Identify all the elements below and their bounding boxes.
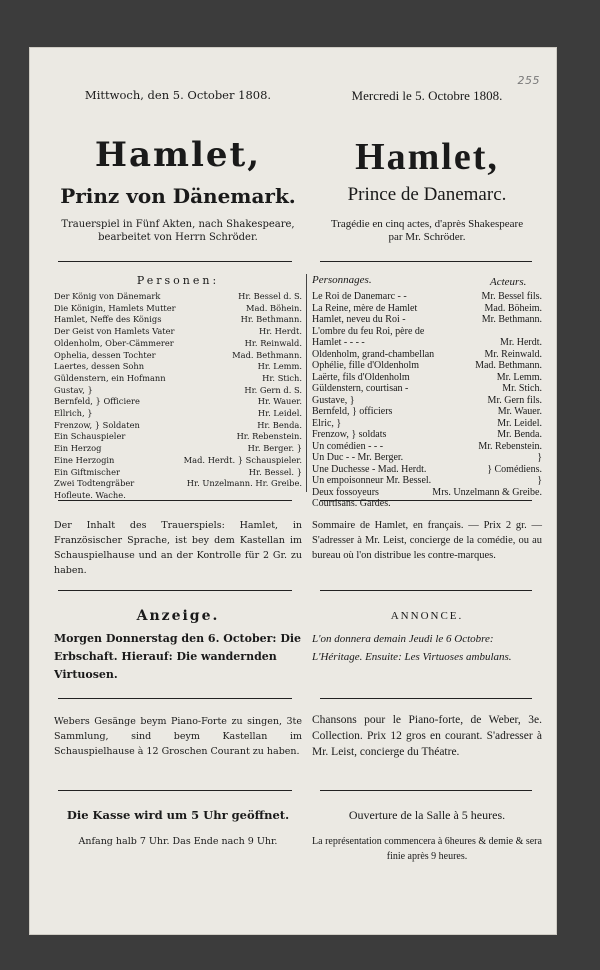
french-actor: Mr. Gern fils.: [487, 394, 542, 406]
french-cast-row: [312, 303, 542, 315]
divider: [58, 790, 292, 791]
german-role: Ein Herzog: [54, 443, 102, 454]
french-role: Gustave, }: [312, 394, 355, 406]
french-actor: }: [537, 475, 542, 486]
german-role: Oldenholm, Ober-Cämmerer: [54, 337, 174, 348]
german-role: Güldenstern, ein Hofmann: [54, 372, 166, 383]
french-genre: [312, 218, 542, 244]
french-cast-row: [312, 349, 542, 361]
german-actor: Hr. Berger. }: [247, 443, 302, 454]
german-actor: Hr. Bethmann.: [240, 314, 302, 325]
french-actor: Mr. Stich.: [502, 383, 542, 394]
french-role: L'ombre du feu Roi, père de: [312, 325, 425, 337]
german-cast-row: [54, 396, 302, 408]
french-cast-row: [312, 406, 542, 418]
divider: [320, 790, 532, 791]
german-role: Laertes, dessen Sohn: [54, 361, 145, 372]
french-cast-row: [312, 464, 542, 476]
german-role: Der Geist von Hamlets Vater: [54, 326, 175, 337]
german-role: Ein Giftmischer: [54, 466, 121, 477]
german-actor: Hr. Reinwald.: [244, 337, 302, 348]
divider: [320, 261, 532, 262]
german-role: Frenzow, } Soldaten: [54, 419, 140, 430]
german-role: Zwei Todtengräber: [54, 478, 135, 489]
french-notice-text: L'on donnera demain Jeudi le 6 Octobre: L'Héritage. Ensuite: Les Virtuoses ambulans.: [312, 633, 512, 663]
german-cast-list: [54, 291, 302, 502]
french-cast-row: [312, 383, 542, 395]
french-cast-row: [312, 314, 542, 326]
french-show-times: La représentation commencera à 6heures & demie & sera finie après 9 heures.: [312, 836, 542, 862]
german-songs-notice: Webers Gesänge beym Piano-Forte zu singen, 3te Sammlung, sind beym Kastellan im Schauspielhause à 12 Groschen Courant zu haben.: [54, 716, 302, 757]
french-role: Elric, }: [312, 417, 342, 429]
german-cast-row: [54, 361, 302, 373]
german-actor: Hr. Lemm.: [257, 361, 302, 372]
german-actor: Hr. Bessel. }: [248, 466, 302, 477]
french-role: Hamlet, neveu du Roi -: [312, 314, 406, 325]
german-actor: Hr. Stich.: [262, 372, 302, 383]
french-actor: }: [537, 452, 542, 463]
german-role: Die Königin, Hamlets Mutter: [54, 302, 176, 313]
german-role: Hofleute. Wache.: [54, 489, 126, 500]
french-date: Mercredi le 5. Octobre 1808.: [351, 88, 503, 103]
french-actor: Mr. Herdt.: [500, 337, 542, 348]
french-actor: Mr. Benda.: [497, 429, 542, 440]
column-divider: [306, 274, 307, 492]
german-cast-row: [54, 373, 302, 385]
french-actor: } Comédiens.: [487, 463, 542, 475]
divider: [58, 261, 292, 262]
french-actor: Mr. Bessel fils.: [481, 291, 542, 302]
german-actor: Hr. Gern d. S.: [244, 384, 302, 395]
german-cast-row: [54, 303, 302, 315]
french-role: Ophélie, fille d'Oldenholm: [312, 360, 420, 371]
german-subtitle: Prinz von Dänemark.: [60, 184, 296, 208]
german-genre-line-1: Trauerspiel in Fünf Akten, nach Shakespeare,: [61, 219, 295, 230]
german-cast-row: [54, 467, 302, 479]
german-actor: Mad. Herdt. } Schauspieler.: [183, 454, 302, 465]
german-cast-heading: Personen:: [136, 274, 220, 287]
french-cast-row: [312, 418, 542, 430]
german-actor: Hr. Unzelmann. Hr. Greibe.: [186, 478, 302, 489]
french-role: Courtisans. Gardes.: [312, 498, 391, 509]
german-actor: Hr. Herdt.: [259, 326, 302, 337]
german-actor: Hr. Benda.: [257, 419, 302, 430]
german-title: Hamlet,: [94, 135, 262, 175]
french-cast-row: [312, 452, 542, 464]
german-notice-text: Morgen Donnerstag den 6. October: Die Erbschaft. Hierauf: Die wandernden Virtuosen.: [54, 632, 302, 681]
german-notice-heading: Anzeige.: [136, 608, 220, 624]
french-cast-row: [312, 337, 542, 349]
french-genre-line-1: Tragédie en cinq actes, d'après Shakespeare: [330, 218, 524, 230]
french-actor: Mr. Wauer.: [497, 406, 542, 417]
german-actor: Hr. Wauer.: [257, 396, 302, 407]
german-genre-line-2: bearbeitet von Herrn Schröder.: [98, 232, 258, 243]
divider: [320, 500, 532, 501]
german-cast-row: [54, 408, 302, 420]
french-cast-row: [312, 372, 542, 384]
german-role: Ellrich, }: [54, 408, 93, 419]
french-cast-row: [312, 429, 542, 441]
german-cast-row: [54, 385, 302, 397]
french-role: Un comédien - - -: [312, 440, 384, 452]
french-cast-row: [312, 395, 542, 407]
french-role: Hamlet - - - -: [312, 337, 365, 348]
german-actor: Hr. Bessel d. S.: [238, 291, 302, 301]
french-box-office: Ouverture de la Salle à 5 heures.: [348, 808, 506, 822]
german-date: Mittwoch, den 5. October 1808.: [84, 88, 272, 102]
german-role: Gustav, }: [54, 384, 93, 395]
french-role: La Reine, mère de Hamlet: [312, 302, 418, 314]
german-cast-row: [54, 338, 302, 350]
german-box-office: Die Kasse wird um 5 Uhr geöffnet.: [66, 808, 290, 822]
german-cast-row: [54, 420, 302, 432]
german-actor: Mad. Böhein.: [245, 302, 302, 313]
german-cast-row: [54, 478, 302, 490]
french-cast-row: [312, 475, 542, 487]
divider: [320, 590, 532, 591]
french-title: Hamlet,: [355, 136, 499, 178]
german-actor: Hr. Rebenstein.: [236, 431, 302, 442]
french-cast-row: [312, 326, 542, 338]
french-cast-list: [312, 291, 542, 510]
german-summary: Der Inhalt des Trauerspiels: Hamlet, in Französischer Sprache, ist bey dem Kastellan im Schauspielhause und an der Kontrolle für 2 Gr. zu haben.: [54, 520, 302, 576]
french-actor: Mr. Lemm.: [496, 371, 542, 383]
french-role: Güldenstern, courtisan -: [312, 383, 409, 394]
french-actor: Mr. Bethmann.: [481, 314, 542, 325]
french-role: Laërte, fils d'Oldenholm: [312, 371, 410, 383]
german-cast-row: [54, 350, 302, 362]
french-role: Deux fossoyeurs: [312, 486, 379, 498]
french-role: Un Duc - - Mr. Berger.: [312, 452, 404, 463]
french-role: Un empoisonneur Mr. Bessel.: [312, 475, 432, 486]
french-role: Frenzow, } soldats: [312, 429, 387, 440]
french-actor: Mad. Böheim.: [484, 302, 542, 314]
divider: [58, 698, 292, 699]
divider: [320, 698, 532, 699]
french-subtitle: Prince de Danemarc.: [347, 184, 507, 205]
german-cast-row: [54, 326, 302, 338]
french-cast-row: [312, 291, 542, 303]
french-actor: Mad. Bethmann.: [475, 360, 542, 371]
german-cast-row: [54, 431, 302, 443]
german-actor: Mad. Bethmann.: [232, 349, 302, 360]
french-summary: Sommaire de Hamlet, en français. — Prix 2 gr. — S'adresser à Mr. Leist, concierge de la comédie, ou au bureau où l'on distribue les contre-marques.: [312, 520, 542, 561]
french-actor: Mr. Rebenstein.: [478, 440, 542, 452]
french-role: Bernfeld, } officiers: [312, 406, 393, 417]
german-cast-row: [54, 455, 302, 467]
french-notice-heading: ANNONCE.: [390, 610, 464, 622]
divider: [58, 590, 292, 591]
german-role: Bernfeld, } Officiere: [54, 396, 140, 407]
catalog-number: 255: [517, 74, 540, 87]
german-show-times: Anfang halb 7 Uhr. Das Ende nach 9 Uhr.: [78, 836, 278, 847]
french-cast-row: [312, 487, 542, 499]
german-role: Eine Herzogin: [54, 454, 115, 465]
french-songs-notice: Chansons pour le Piano-forte, de Weber, 3e. Collection. Prix 12 gros en courant. S'adresser à Mr. Leist, concierge du Théatre.: [312, 714, 542, 758]
german-genre: [54, 218, 302, 244]
french-actor: Mr. Leidel.: [497, 417, 542, 429]
french-cast-row: [312, 360, 542, 372]
german-role: Der König von Dänemark: [54, 291, 161, 301]
french-cast-row: [312, 441, 542, 453]
french-actor: Mrs. Unzelmann & Greibe.: [432, 486, 542, 498]
french-role: Le Roi de Danemarc - -: [312, 291, 407, 302]
playbill-sheet: [30, 48, 556, 934]
german-cast-row: [54, 291, 302, 303]
divider: [58, 500, 292, 501]
german-role: Hamlet, Neffe des Königs: [54, 314, 162, 325]
german-role: Ein Schauspieler: [54, 431, 126, 442]
french-genre-line-2: par Mr. Schröder.: [388, 231, 466, 243]
german-cast-row: [54, 314, 302, 326]
french-role: Oldenholm, grand-chambellan: [312, 348, 435, 360]
french-role: Une Duchesse - Mad. Herdt.: [312, 463, 427, 475]
german-actor: Hr. Leidel.: [257, 408, 302, 419]
french-actor: Mr. Reinwald.: [484, 348, 542, 360]
french-cast-heading: Personnages.: [312, 274, 372, 286]
german-cast-row: [54, 443, 302, 455]
german-role: Ophelia, dessen Tochter: [54, 349, 156, 360]
french-actors-heading: Acteurs.: [490, 276, 527, 288]
